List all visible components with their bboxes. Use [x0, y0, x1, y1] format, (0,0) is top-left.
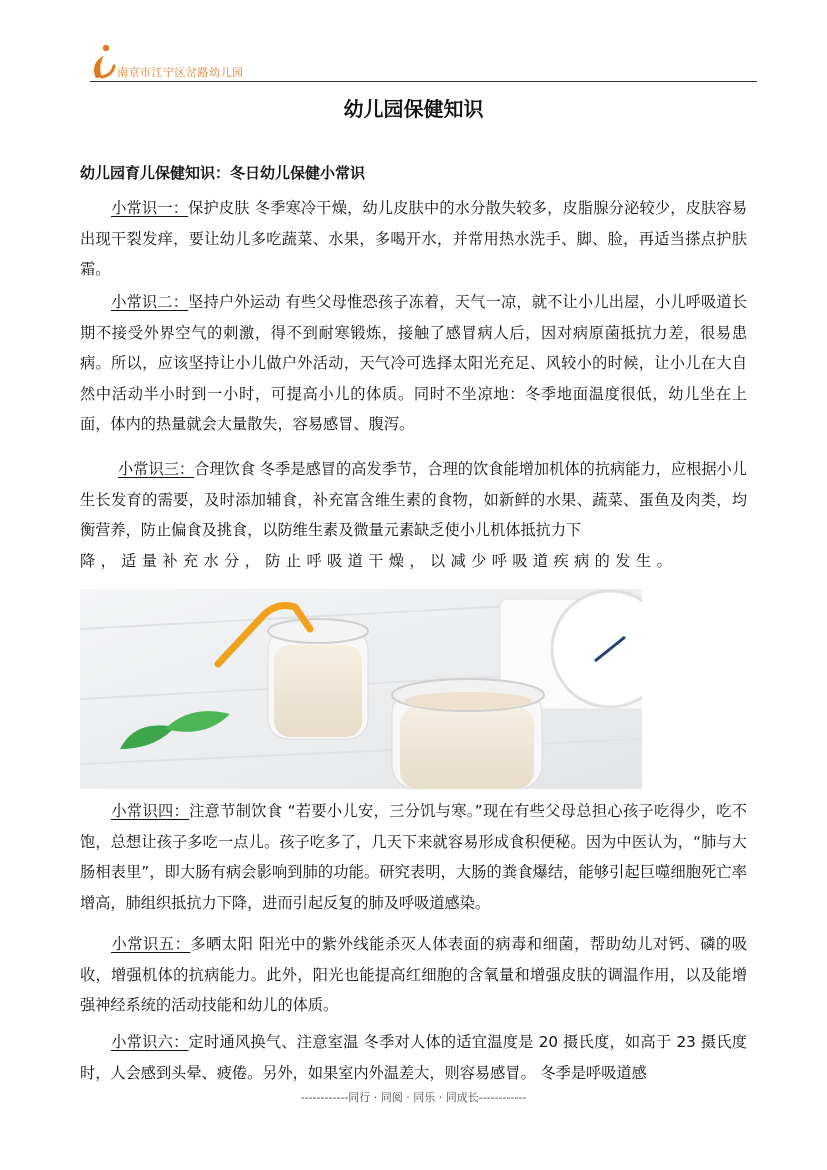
- tip-lead-6: 小常识六：: [111, 1033, 189, 1051]
- school-logo-icon: [90, 42, 116, 82]
- tip-text-6: 定时通风换气、注意室温 冬季对人体的适宜温度是 20 摄氏度，如高于 23 摄氏度时，人会感到头晕、疲倦。另外，如果室内外温差大，则容易感冒。 冬季是呼吸道感: [80, 1033, 747, 1082]
- tip-paragraph-6: [80, 1027, 747, 1088]
- tip-paragraph-5: [80, 929, 747, 1021]
- page-header: [90, 42, 757, 84]
- document-subtitle: 幼儿园育儿保健知识：冬日幼儿保健小常识: [80, 164, 366, 182]
- header-divider: [90, 81, 757, 82]
- front-yogurt-jar: [392, 679, 544, 789]
- tip-lead-1: 小常识一：: [111, 199, 189, 217]
- tip-text-3: 合理饮食 冬季是感冒的高发季节，合理的饮食能增加机体的抗病能力，应根据小儿生长发育的需要，及时添加辅食，补充富含维生素的食物，如新鲜的水果、蔬菜、蛋鱼及肉类，均衡营养，防止偏食及挑食，以防维生素及微量元素缺乏使小儿机体抵抗力下: [80, 460, 748, 539]
- back-yogurt-jar: [268, 619, 368, 739]
- yogurt-jars-photo: [80, 589, 642, 789]
- tip-lead-4: 小常识四：: [111, 802, 190, 820]
- page-footer: ------------同行 · 同阅 · 同乐 · 同成长------------: [300, 1091, 527, 1104]
- tip-lead-3: 小常识三：: [118, 460, 195, 478]
- school-name: 南京市江宁区岔路幼儿园: [117, 66, 244, 79]
- tip-text-5: 多晒太阳 阳光中的紫外线能杀灭人体表面的病毒和细菌，帮助幼儿对钙、磷的吸收，增强机体的抗病能力。此外，阳光也能提高红细胞的含氧量和增强皮肤的调温作用，以及能增强神经系统的活动技能和幼儿的体质。: [80, 935, 748, 1014]
- tip-text-2: 坚持户外运动 有些父母惟恐孩子冻着，天气一凉，就不让小儿出屋，小儿呼吸道长期不接受外界空气的刺激，得不到耐寒锻炼，接触了感冒病人后，因对病原菌抵抗力差，很易患病。所以，应该坚持让小儿做户外活动，天气冷可选择太阳光充足、风较小的时候，让小儿在大自然中活动半小时到一小时，可提高小儿的体质。同时不坐凉地：冬季地面温度很低，幼儿坐在上面，体内的热量就会大量散失，容易感冒、腹泻。: [80, 293, 748, 433]
- tip-paragraph-3: [80, 454, 747, 576]
- tip-text-3-tail: 降，适量补充水分，防止呼吸道干燥，以减少呼吸道疾病的发生。: [80, 551, 678, 570]
- tip-lead-2: 小常识二：: [111, 293, 189, 311]
- document-title: 幼儿园保健知识: [343, 97, 484, 121]
- tip-text-1: 保护皮肤 冬季寒冷干燥，幼儿皮肤中的水分散失较多，皮脂腺分泌较少，皮肤容易出现干裂发痒，要让幼儿多吃蔬菜、水果，多喝开水，并常用热水洗手、脚、脸，再适当搽点护肤霜。: [80, 199, 748, 278]
- tip-paragraph-4: [80, 796, 747, 918]
- tip-text-4: 注意节制饮食 “若要小儿安，三分饥与寒。”现在有些父母总担心孩子吃得少，吃不饱，总想让孩子多吃一点儿。孩子吃多了，几天下来就容易形成食积便秘。因为中医认为，“肺与大肠相表里”，即大肠有病会影响到肺的功能。研究表明，大肠的粪食爆结，能够引起巨噬细胞死亡率增高，肺组织抵抗力下降，进而引起反复的肺及呼吸道感染。: [80, 802, 747, 912]
- tip-paragraph-2: [80, 287, 747, 440]
- tip-paragraph-1: [80, 193, 747, 285]
- tip-lead-5: 小常识五：: [111, 935, 191, 953]
